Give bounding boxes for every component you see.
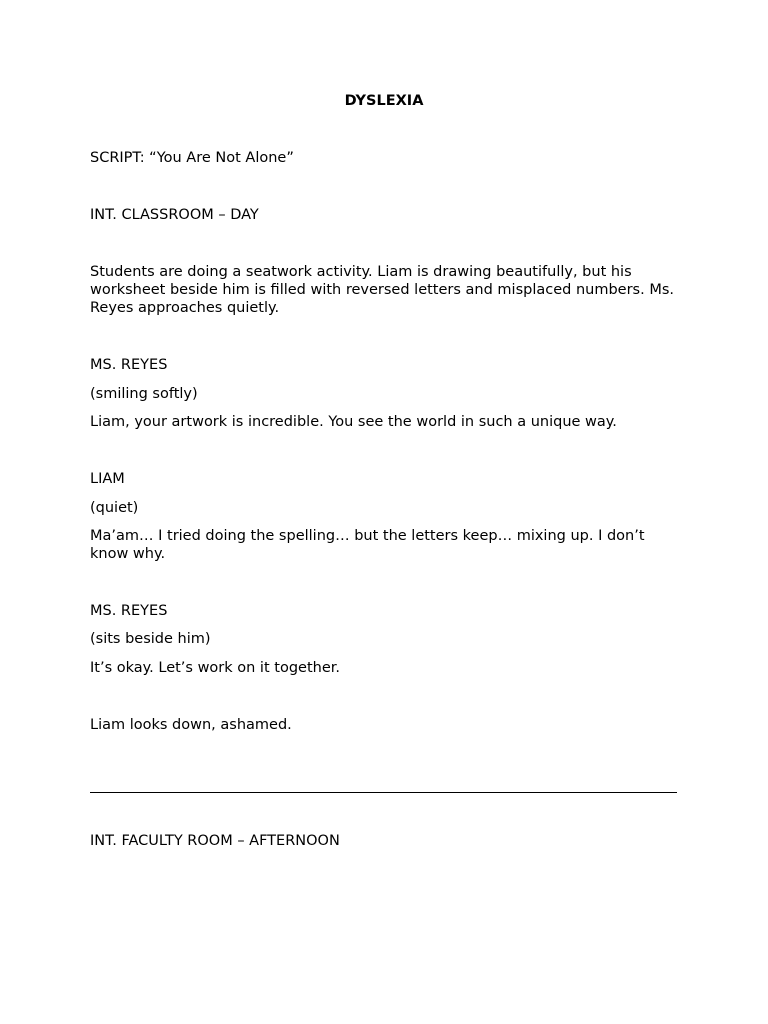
character-name-ms-reyes: MS. REYES — [90, 357, 168, 373]
parenthetical-smiling-softly: (smiling softly) — [90, 386, 198, 402]
dialogue-line-liam: Ma’am… I tried doing the spelling… but the letters keep… mixing up. I don’t know why. — [90, 528, 645, 562]
character-name-ms-reyes-2: MS. REYES — [90, 603, 168, 619]
dialogue-line-ms-reyes-2: It’s okay. Let’s work on it together. — [90, 660, 340, 676]
dialogue-line-ms-reyes: Liam, your artwork is incredible. You see the world in such a unique way. — [90, 414, 617, 430]
document-title: DYSLEXIA — [344, 93, 424, 109]
scene-heading-classroom: INT. CLASSROOM – DAY — [90, 207, 259, 223]
script-title-line: SCRIPT: “You Are Not Alone” — [90, 150, 294, 166]
character-name-liam: LIAM — [90, 471, 125, 487]
scene-heading-faculty-room: INT. FACULTY ROOM – AFTERNOON — [90, 833, 340, 849]
closing-action-line: Liam looks down, ashamed. — [90, 717, 292, 733]
horizontal-divider — [90, 792, 677, 793]
scene-action-paragraph: Students are doing a seatwork activity. Liam is drawing beautifully, but his worksheet beside him is filled with reversed letters and misplaced numbers. Ms. Reyes approaches quietly. — [90, 264, 674, 316]
parenthetical-quiet: (quiet) — [90, 500, 139, 516]
parenthetical-sits-beside-him: (sits beside him) — [90, 631, 211, 647]
